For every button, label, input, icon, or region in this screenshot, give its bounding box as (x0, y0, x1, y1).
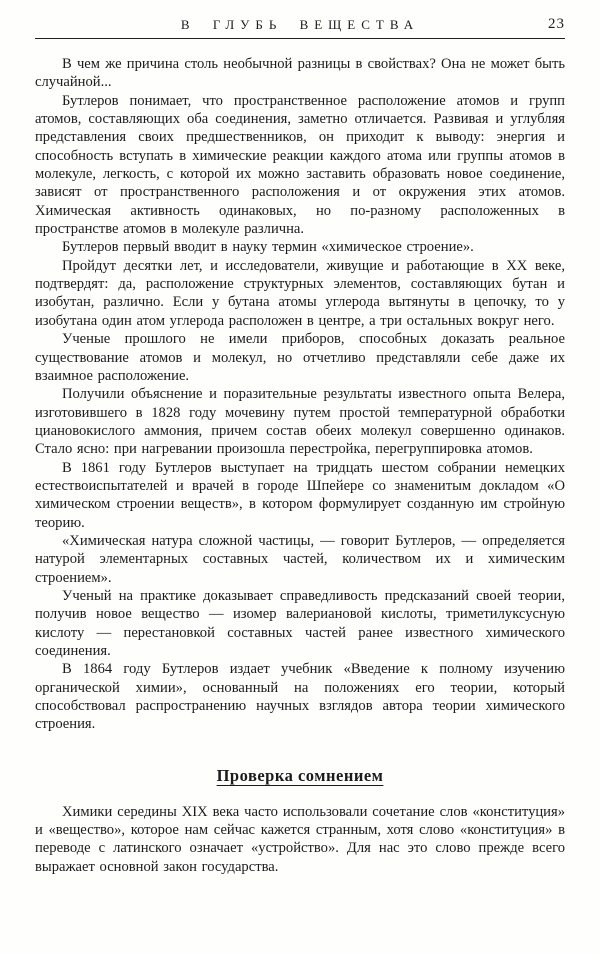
body-paragraph: Пройдут десятки лет, и исследователи, живущие и работающие в XX веке, подтвердят: да, расположение структурных элементов, составляющих бутан и изобутан, различно. Если у бутана атомы углерода вытянуты в цепочку, то у изобутана один атом углерода расположен в центре, а три остальных вокруг него. (35, 257, 565, 329)
body-paragraph: Бутлеров понимает, что пространственное расположение атомов и групп атомов, составляющих оба соединения, заметно отличается. Развивая и углубляя представления своих предшественников, он приходит к выводу: энергия и способность вступать в химические реакции каждого атома или группы атомов в молекуле, легкость, с которой их можно заставить образовать новое соединение, зависят от пространственного расположения и от окружения этих атомов. Химическая активность одинаковых, но по-разному расположенных в пространстве атомов в молекуле различна. (35, 92, 565, 238)
section-heading (35, 766, 565, 786)
body-paragraph: Получили объяснение и поразительные результаты известного опыта Велера, изготовившего в 1828 году мочевину путем простой температурной обработки циановокислого аммония, причем состав обеих молекул совершенно одинаков. Стало ясно: при нагревании произошла перестройка, перегруппировка атомов. (35, 386, 565, 458)
running-title: В ГЛУБЬ ВЕЩЕСТВА (180, 17, 420, 32)
body-paragraph: В чем же причина столь необычной разницы в свойствах? Она не может быть случайной... (35, 56, 565, 91)
header-rule (35, 38, 565, 39)
body-paragraph: Химики середины XIX века часто использовали сочетание слов «конституция» и «вещество», которое нам сейчас кажется странным, хотя слово «конституция» в переводе с латинского означает «устройство». Для нас это слово прежде всего выражает основной закон государства. (35, 803, 565, 875)
page-body (35, 55, 565, 876)
page-number: 23 (548, 16, 565, 32)
running-header (35, 16, 565, 38)
body-paragraph: Ученый на практике доказывает справедливость предсказаний своей теории, получив новое вещество — изомер валериановой кислоты, триметилуксусную кислоту — перестановкой составных частей ранее известного химического соединения. (35, 587, 565, 659)
body-paragraph: Ученые прошлого не имели приборов, способных доказать реальное существование атомов и молекул, но отчетливо представляли себе даже их взаимное расположение. (35, 331, 565, 384)
section-heading-text: Проверка сомнением (216, 765, 384, 785)
body-paragraph: Бутлеров первый вводит в науку термин «химическое строение». (62, 239, 474, 256)
body-paragraph: В 1864 году Бутлеров издает учебник «Введение к полному изучению органической химии», основанный на положениях его теории, который способствовал распространению научных взглядов автора теории химического строения. (35, 661, 565, 733)
body-paragraph: «Химическая натура сложной частицы, — говорит Бутлеров, — определяется натурой элементарных составных частей, количеством их и химическим строением». (35, 532, 565, 586)
body-paragraph: В 1861 году Бутлеров выступает на тридцать шестом собрании немецких естествоиспытателей и врачей в городе Шпейере со знаменитым докладом «О химическом строении веществ», в котором формулирует созданную им стройную теорию. (35, 459, 565, 531)
